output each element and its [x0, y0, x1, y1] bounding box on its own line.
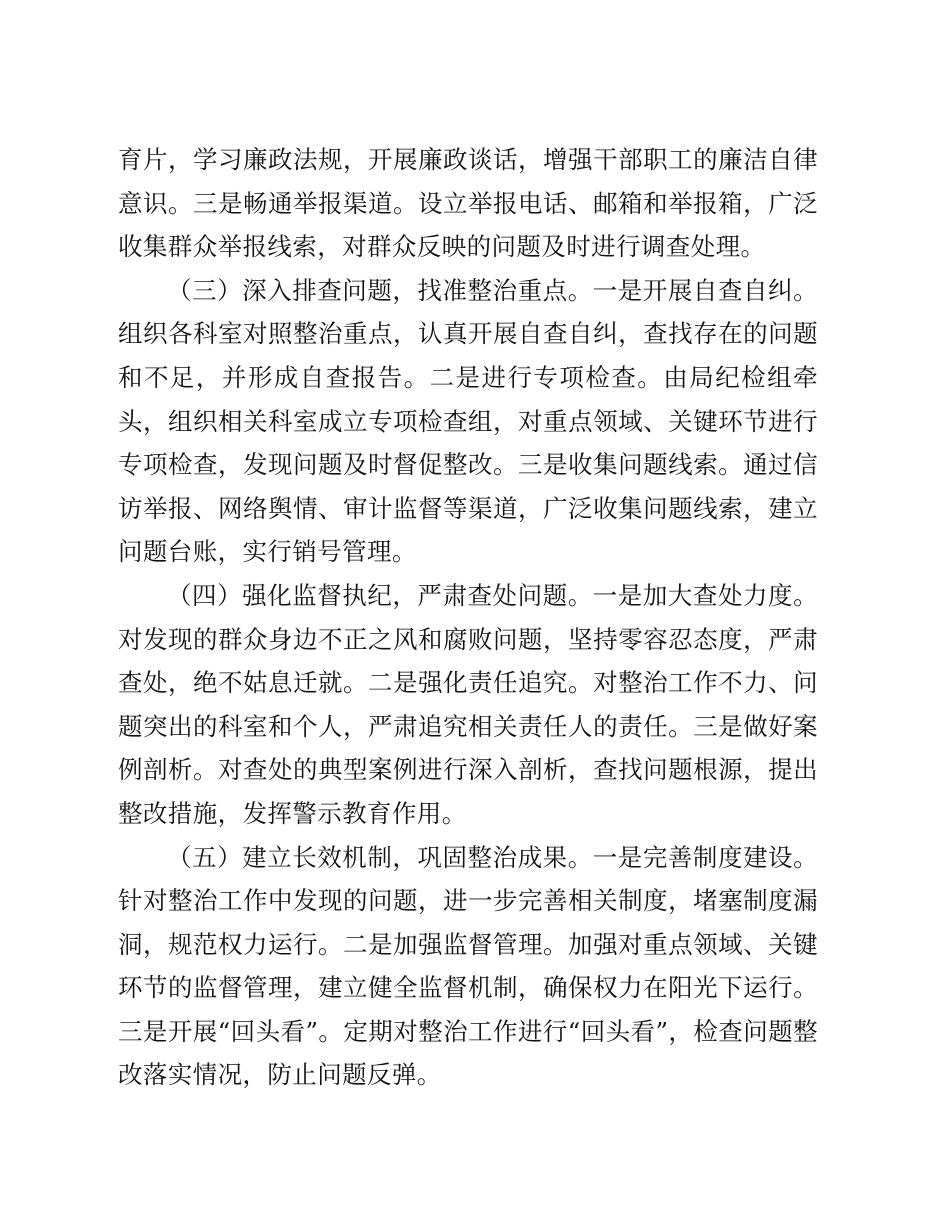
paragraph-text: 一是加大查处力度。对发现的群众身边不正之风和腐败问题，坚持零容忍态度，严肃查处，绝不姑息迁就。二是强化责任追究。对整治工作不力、问题突出的科室和个人，严肃追究相关责任人的责任。三是做好案例剖析。对查处的典型案例进行深入剖析，查找问题根源，提出整改措施，发挥警示教育作用。: [118, 580, 818, 828]
paragraph-section-four: [118, 574, 818, 836]
paragraph-heading: （三）深入排查问题，找准整治重点。: [167, 275, 593, 305]
paragraph-heading: （五）建立长效机制，巩固整治成果。: [167, 842, 593, 872]
paragraph-section-three: [118, 269, 818, 574]
paragraph-text: 一是开展自查自纠。组织各科室对照整治重点，认真开展自查自纠，查找存在的问题和不足，并形成自查报告。二是进行专项检查。由局纪检组牵头，组织相关科室成立专项检查组，对重点领域、关键环节进行专项检查，发现问题及时督促整改。三是收集问题线索。通过信访举报、网络舆情、审计监督等渠道，广泛收集问题线索，建立问题台账，实行销号管理。: [118, 275, 818, 567]
paragraph-text: 一是完善制度建设。针对整治工作中发现的问题，进一步完善相关制度，堵塞制度漏洞，规范权力运行。二是加强监督管理。加强对重点领域、关键环节的监督管理，建立健全监督机制，确保权力在阳光下运行。三是开展“回头看”。定期对整治工作进行“回头看”，检查问题整改落实情况，防止问题反弹。: [118, 842, 818, 1090]
paragraph-heading: （四）强化监督执纪，严肃查处问题。: [167, 580, 593, 610]
paragraph-text: 育片，学习廉政法规，开展廉政谈话，增强干部职工的廉洁自律意识。三是畅通举报渠道。设立举报电话、邮箱和举报箱，广泛收集群众举报线索，对群众反映的问题及时进行调查处理。: [118, 145, 818, 262]
paragraph-continuation: [118, 138, 818, 269]
paragraph-section-five: [118, 836, 818, 1098]
document-body: [118, 138, 818, 1097]
